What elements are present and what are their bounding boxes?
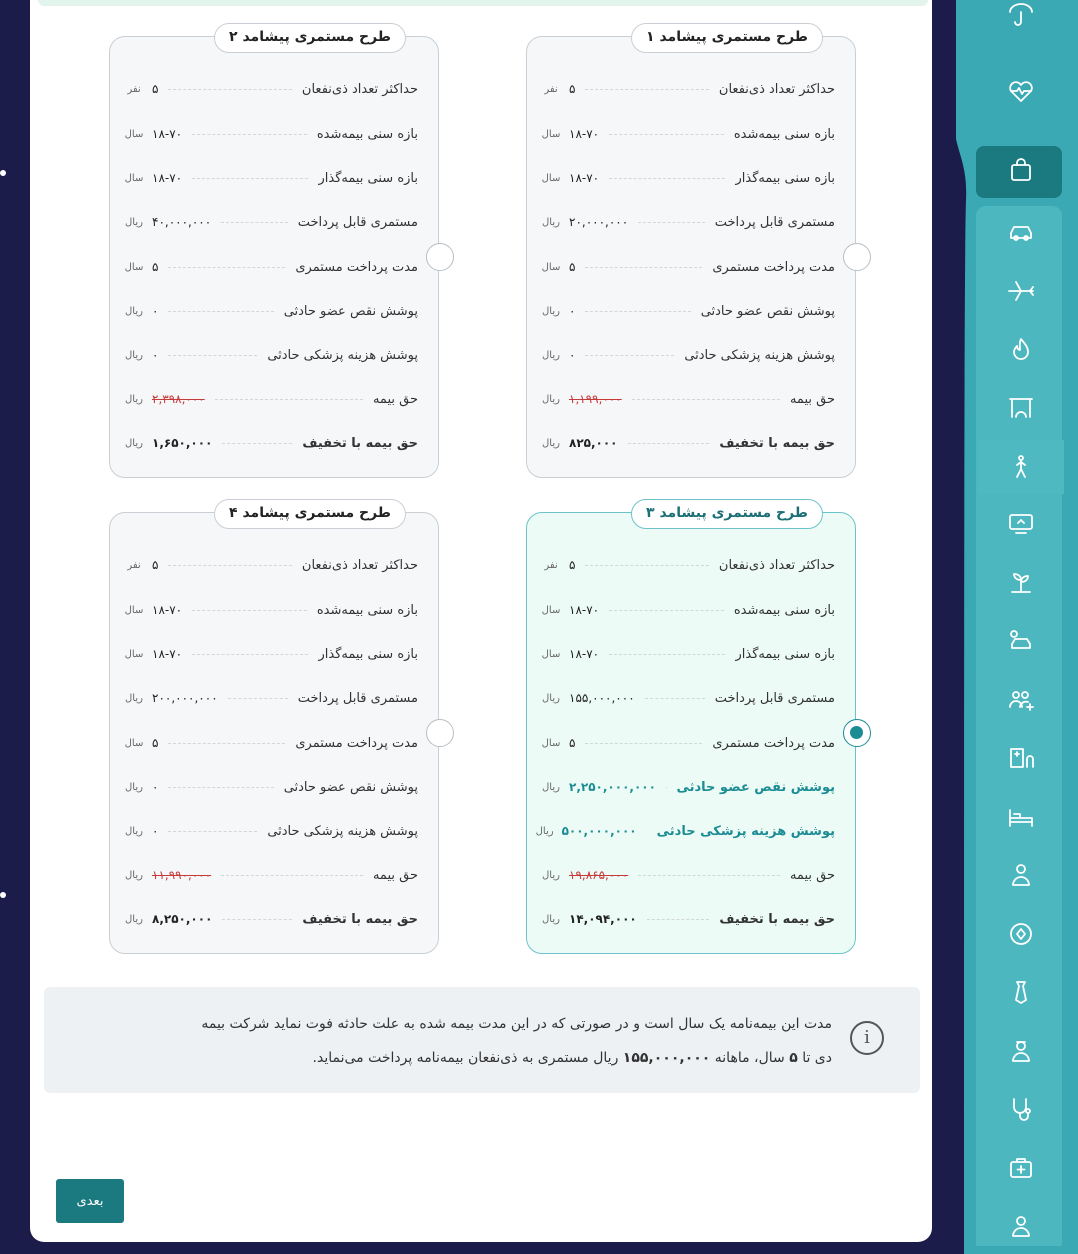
row-value: ۱۸-۷۰: [152, 127, 183, 141]
row-label: پوشش نقص عضو حادثی: [283, 779, 418, 795]
row-unit: سال: [124, 604, 144, 616]
plan-title: طرح مستمری پیشامد ۴: [214, 499, 406, 529]
plan-row: [124, 600, 418, 620]
row-leader: [221, 222, 288, 223]
row-leader: [192, 654, 308, 655]
plan-row: [541, 909, 835, 929]
row-leader: [585, 355, 674, 356]
plan-row: [124, 909, 418, 929]
row-label: حق بیمه: [789, 867, 835, 883]
row-label: پوشش هزینه پزشکی حادثی: [684, 347, 835, 363]
plan-row: [541, 257, 835, 277]
row-value: ۵: [569, 82, 576, 96]
row-leader: [647, 919, 710, 920]
monitor-icon[interactable]: [978, 497, 1064, 551]
row-value: ۲۰۰,۰۰۰,۰۰۰: [152, 691, 218, 705]
row-leader: [609, 610, 724, 611]
plan-row: [541, 555, 835, 575]
info-amount: ۱۵۵,۰۰۰,۰۰۰: [622, 1050, 711, 1066]
plan-row: [541, 389, 835, 409]
plan-row: [124, 301, 418, 321]
plan-row: [124, 821, 418, 841]
hospital-icon[interactable]: [978, 731, 1064, 785]
plan-card-1[interactable]: [526, 29, 856, 478]
row-value: ۴۰,۰۰۰,۰۰۰: [152, 215, 212, 229]
plan-row: [124, 257, 418, 277]
row-leader: [168, 787, 273, 788]
row-unit: سال: [541, 261, 561, 273]
row-label: حداکثر تعداد ذی‌نفعان: [301, 81, 418, 97]
info-icon: i: [850, 1021, 884, 1055]
plan-row: [541, 345, 835, 365]
next-button[interactable]: بعدی: [56, 1179, 124, 1223]
info-text: [66, 1007, 832, 1075]
row-label: مدت پرداخت مستمری: [295, 259, 418, 275]
row-unit: نفر: [544, 83, 558, 95]
row-unit: ریال: [542, 781, 560, 793]
row-value: ۲۰,۰۰۰,۰۰۰: [569, 215, 629, 229]
row-unit: سال: [541, 737, 561, 749]
row-value: ۵: [152, 558, 159, 572]
plan-row: [541, 865, 835, 885]
row-value: ۵: [152, 82, 159, 96]
row-leader: [609, 654, 725, 655]
row-unit: ریال: [125, 305, 143, 317]
row-unit: سال: [124, 172, 144, 184]
row-label: مدت پرداخت مستمری: [712, 735, 835, 751]
row-value: ۱۹,۸۶۵,۰۰۰: [569, 868, 629, 882]
row-unit: ریال: [542, 305, 560, 317]
plan-row: [541, 79, 835, 99]
plan-row: [541, 600, 835, 620]
row-label: حداکثر تعداد ذی‌نفعان: [301, 557, 418, 573]
plan-row: [124, 688, 418, 708]
plan-title: طرح مستمری پیشامد ۱: [631, 23, 823, 53]
plan-row: [541, 644, 835, 664]
row-leader: [168, 565, 291, 566]
plan-row: [124, 865, 418, 885]
row-label: بازه سنی بیمه‌شده: [733, 126, 835, 142]
row-label: بازه سنی بیمه‌شده: [733, 602, 835, 618]
row-label: حق بیمه با تخفیف: [302, 911, 418, 927]
row-label: بازه سنی بیمه‌گذار: [735, 170, 835, 186]
row-label: حق بیمه: [789, 391, 835, 407]
plan-row: [535, 821, 835, 841]
row-value: ۰: [152, 824, 159, 838]
row-value: ۸۲۵,۰۰۰: [569, 436, 618, 450]
umbrella-icon[interactable]: [978, 0, 1064, 42]
row-unit: ریال: [125, 781, 143, 793]
row-leader: [192, 134, 307, 135]
plane-icon[interactable]: [978, 264, 1064, 318]
person-icon[interactable]: [978, 1199, 1064, 1253]
plan-row: [124, 345, 418, 365]
plan-radio[interactable]: [426, 719, 454, 747]
plan-row: [541, 124, 835, 144]
row-unit: ریال: [125, 349, 143, 361]
plan-row: [541, 168, 835, 188]
users-add-icon[interactable]: [978, 673, 1064, 727]
row-label: بازه سنی بیمه‌گذار: [318, 646, 418, 662]
row-leader: [168, 311, 273, 312]
row-value: ۲,۲۵۰,۰۰۰,۰۰۰: [569, 780, 656, 794]
row-label: حق بیمه با تخفیف: [719, 911, 835, 927]
row-label: مستمری قابل پرداخت: [297, 214, 418, 230]
row-value: ۲,۳۹۸,۰۰۰: [152, 392, 205, 406]
row-leader: [632, 399, 780, 400]
plan-card-2[interactable]: [109, 29, 439, 478]
info-line-2: [66, 1041, 832, 1075]
row-unit: ریال: [542, 349, 560, 361]
row-leader: [221, 875, 363, 876]
row-leader: [228, 698, 288, 699]
row-unit: سال: [541, 604, 561, 616]
row-label: پوشش هزینه پزشکی حادثی: [656, 823, 835, 839]
row-leader: [168, 355, 257, 356]
plan-row: [124, 644, 418, 664]
row-value: ۱۸-۷۰: [569, 647, 600, 661]
row-leader: [585, 311, 690, 312]
car-gear-icon[interactable]: [978, 614, 1064, 668]
bed-icon[interactable]: [978, 790, 1064, 844]
stethoscope-icon[interactable]: [978, 1082, 1064, 1136]
plan-row: [124, 168, 418, 188]
row-leader: [168, 743, 285, 744]
row-unit: ریال: [542, 437, 560, 449]
plan-title: طرح مستمری پیشامد ۳: [631, 499, 823, 529]
row-unit: نفر: [544, 559, 558, 571]
plan-radio[interactable]: [843, 719, 871, 747]
row-leader: [609, 134, 724, 135]
row-unit: ریال: [125, 825, 143, 837]
row-unit: ریال: [125, 913, 143, 925]
row-unit: ریال: [125, 869, 143, 881]
row-value: ۱۵۵,۰۰۰,۰۰۰: [569, 691, 635, 705]
row-value: ۱,۶۵۰,۰۰۰: [152, 436, 213, 450]
row-leader: [168, 831, 257, 832]
plan-row: [124, 79, 418, 99]
row-unit: سال: [124, 737, 144, 749]
tie-icon[interactable]: [978, 965, 1064, 1019]
row-unit: سال: [124, 648, 144, 660]
plan-row: [124, 777, 418, 797]
row-label: مدت پرداخت مستمری: [712, 259, 835, 275]
plan-row: [541, 733, 835, 753]
row-value: ۰: [569, 348, 576, 362]
row-leader: [168, 267, 285, 268]
row-leader: [585, 267, 702, 268]
row-value: ۰: [569, 304, 576, 318]
row-leader: [222, 443, 292, 444]
row-leader: [215, 399, 363, 400]
row-value: ۵: [569, 736, 576, 750]
row-value: ۰: [152, 304, 159, 318]
row-label: بازه سنی بیمه‌گذار: [318, 170, 418, 186]
row-leader: [645, 698, 705, 699]
row-label: پوشش نقص عضو حادثی: [700, 303, 835, 319]
row-unit: ریال: [125, 437, 143, 449]
row-unit: ریال: [542, 393, 560, 405]
plan-row: [541, 212, 835, 232]
row-leader: [168, 89, 291, 90]
plan-row: [541, 777, 835, 797]
row-leader: [585, 89, 708, 90]
row-value: ۰: [152, 780, 159, 794]
row-label: حق بیمه: [372, 867, 418, 883]
row-leader: [609, 178, 725, 179]
row-leader: [222, 919, 292, 920]
row-unit: سال: [541, 648, 561, 660]
plan-card-3[interactable]: [526, 505, 856, 954]
plan-row: [541, 688, 835, 708]
row-value: ۱۸-۷۰: [152, 603, 183, 617]
plan-row: [541, 301, 835, 321]
edge-dot: [0, 170, 6, 176]
walking-icon[interactable]: [978, 440, 1064, 494]
row-value: ۱,۱۹۹,۰۰۰: [569, 392, 622, 406]
row-label: حق بیمه: [372, 391, 418, 407]
row-unit: ریال: [535, 825, 554, 837]
row-label: مستمری قابل پرداخت: [714, 690, 835, 706]
bag-icon[interactable]: [978, 143, 1064, 197]
plan-row: [124, 212, 418, 232]
row-value: ۱۴,۰۹۴,۰۰۰: [569, 912, 637, 926]
row-label: پوشش نقص عضو حادثی: [676, 779, 835, 795]
row-unit: سال: [541, 172, 561, 184]
info-box: [44, 987, 920, 1093]
row-unit: ریال: [542, 913, 560, 925]
row-value: ۵۰۰,۰۰۰,۰۰۰: [561, 824, 637, 838]
row-value: ۱۸-۷۰: [569, 171, 600, 185]
row-unit: ریال: [125, 216, 143, 228]
row-value: ۵: [152, 736, 159, 750]
row-value: ۱۸-۷۰: [152, 171, 183, 185]
row-unit: ریال: [542, 869, 560, 881]
plan-row: [124, 555, 418, 575]
row-label: مستمری قابل پرداخت: [297, 690, 418, 706]
row-value: ۵: [569, 558, 576, 572]
row-unit: سال: [124, 128, 144, 140]
row-value: ۱۸-۷۰: [569, 127, 600, 141]
row-label: حداکثر تعداد ذی‌نفعان: [718, 557, 835, 573]
nurse-icon[interactable]: [978, 1024, 1064, 1078]
compass-icon[interactable]: [978, 907, 1064, 961]
edge-dot: [0, 892, 6, 898]
info-line-1: مدت این بیمه‌نامه یک سال است و در صورتی که در این مدت بیمه شده به علت حادثه فوت نماید شرکت بیمه: [201, 1016, 832, 1032]
plan-row: [124, 433, 418, 453]
car-icon[interactable]: [978, 206, 1064, 260]
plan-card-4[interactable]: [109, 505, 439, 954]
row-label: بازه سنی بیمه‌شده: [316, 126, 418, 142]
heart-pulse-icon[interactable]: [978, 65, 1064, 119]
info-line-2-mid: سال، ماهانه: [714, 1050, 785, 1066]
row-leader: [628, 443, 710, 444]
row-unit: سال: [541, 128, 561, 140]
building-icon[interactable]: [978, 381, 1064, 435]
first-aid-icon[interactable]: [978, 1141, 1064, 1195]
row-unit: نفر: [127, 83, 141, 95]
row-leader: [192, 610, 307, 611]
info-line-2-pre: دی تا: [802, 1050, 832, 1066]
row-value: ۰: [152, 348, 159, 362]
row-value: ۵: [152, 260, 159, 274]
row-unit: نفر: [127, 559, 141, 571]
fire-icon[interactable]: [978, 323, 1064, 377]
row-label: حق بیمه با تخفیف: [302, 435, 418, 451]
top-strip: [38, 0, 928, 6]
row-leader: [585, 565, 708, 566]
plant-icon[interactable]: [978, 556, 1064, 610]
row-value: ۵: [569, 260, 576, 274]
row-value: ۱۸-۷۰: [569, 603, 600, 617]
info-line-2-post: ریال مستمری به ذی‌نفعان بیمه‌نامه پرداخت می‌نماید.: [312, 1050, 619, 1066]
row-unit: ریال: [125, 692, 143, 704]
plan-row: [124, 733, 418, 753]
row-leader: [666, 787, 667, 788]
row-leader: [638, 875, 780, 876]
row-value: ۱۱,۹۹۰,۰۰۰: [152, 868, 212, 882]
plan-row: [124, 124, 418, 144]
row-label: بازه سنی بیمه‌گذار: [735, 646, 835, 662]
row-leader: [638, 222, 705, 223]
row-label: مستمری قابل پرداخت: [714, 214, 835, 230]
row-value: ۱۸-۷۰: [152, 647, 183, 661]
plan-radio[interactable]: [843, 243, 871, 271]
row-label: پوشش هزینه پزشکی حادثی: [267, 823, 418, 839]
row-unit: ریال: [542, 216, 560, 228]
row-unit: ریال: [542, 692, 560, 704]
row-label: حداکثر تعداد ذی‌نفعان: [718, 81, 835, 97]
row-label: پوشش نقص عضو حادثی: [283, 303, 418, 319]
row-label: پوشش هزینه پزشکی حادثی: [267, 347, 418, 363]
info-years: ۵: [789, 1050, 798, 1066]
row-unit: سال: [124, 261, 144, 273]
row-unit: ریال: [125, 393, 143, 405]
plan-row: [541, 433, 835, 453]
row-label: مدت پرداخت مستمری: [295, 735, 418, 751]
row-leader: [585, 743, 702, 744]
row-value: ۸,۲۵۰,۰۰۰: [152, 912, 213, 926]
row-label: بازه سنی بیمه‌شده: [316, 602, 418, 618]
plan-title: طرح مستمری پیشامد ۲: [214, 23, 406, 53]
plan-radio[interactable]: [426, 243, 454, 271]
row-leader: [192, 178, 308, 179]
doctor-icon[interactable]: [978, 848, 1064, 902]
plan-row: [124, 389, 418, 409]
row-label: حق بیمه با تخفیف: [719, 435, 835, 451]
